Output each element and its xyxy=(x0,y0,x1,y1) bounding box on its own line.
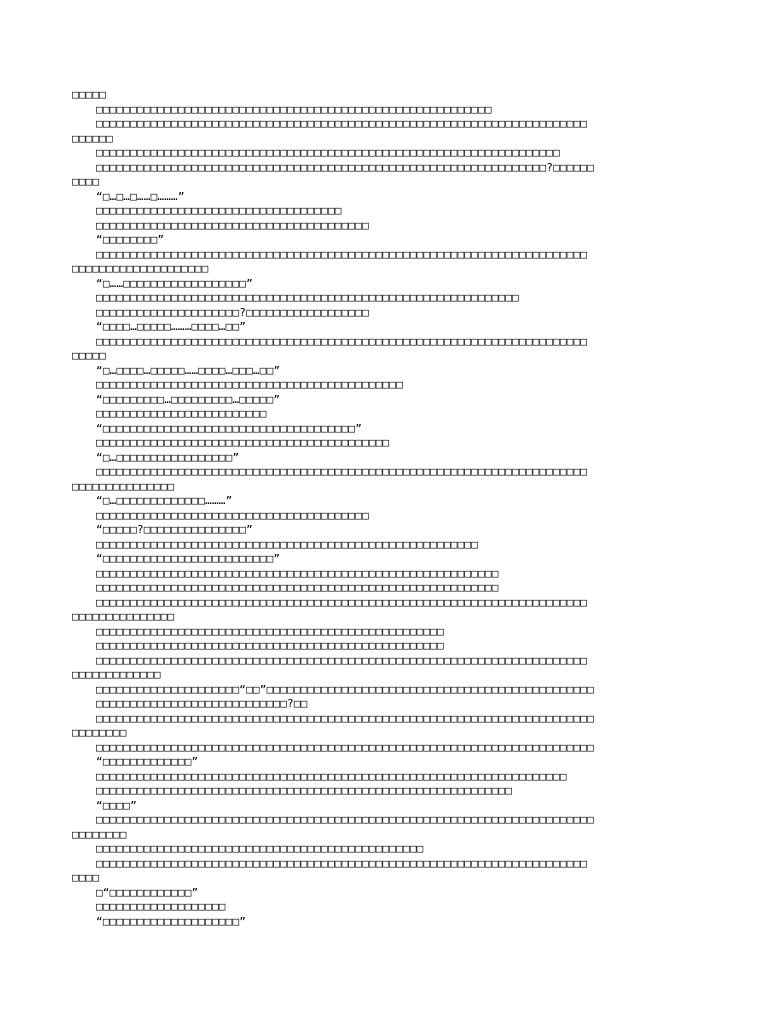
text-line: □□□□□□□□□□□□□□□□□□□□□□□□□□□□?□□ xyxy=(96,697,308,710)
text-line: □□□□□□□□□□□□□□□□□□□□□□□□□□□□□□□□□□□□□□□□□□□□□□□□□□□□□□□□□□□□□□□□□□□□□□□□ xyxy=(96,465,588,478)
text-line: □□□□□□□□□□□□□□□□□□□□□□□□□□□□□□□□□□□□□□□□□□□□□□□□ xyxy=(96,842,424,855)
text-line: “□□□□□□□□□□□□□” xyxy=(96,755,199,768)
text-line: □□□□□□□□□□□□□□□□□□□□□□□□□□□□□□□□□□□□□□□□□□□□□□□□□□□□□□□□□□□ xyxy=(96,581,499,594)
text-line: “□□□□…□□□□□………□□□□…□□” xyxy=(96,320,247,333)
text-line: □□□□□□□□□□□□□□□□□□□□□□□□□□□□□□□□□□□□□□□□□□□□□□□□□□□□□□□□□□□□□□ xyxy=(96,291,519,304)
text-line: □□□□□□□□□□□□□□□□□□□□□□□□□□□□□□□□□□□□□□□□□□□□□□□□□□□□□□□□□□ xyxy=(96,102,492,116)
text-line: □□□□□□□□□□□□□□□□□□□□□?□□□□□□□□□□□□□□□□□□ xyxy=(96,305,369,319)
text-line: □□□□□□□□□□□□□□□□□□□□□□□□□□□□□□□□□□□□□□□□□□□□□□□□□□□□□□□□□□□□□□□□□□□□□ xyxy=(96,769,567,783)
text-line: “□□□□□□□□□□□□□□□□□□□□□□□□□” xyxy=(96,552,281,565)
text-line: “□…□…□……□………” xyxy=(96,189,185,203)
text-line: “□□□□□□□□” xyxy=(96,233,165,246)
text-line: “□…□□□□□□□□□□□□□………” xyxy=(96,494,233,507)
text-line: □□□□□□□□ xyxy=(72,726,127,739)
text-line: □□□□□□□□□□□□□□□□□□□□□□□□□□□□□□□□□□□□□□□□□□□□□□□□□□□□□□□□□□□□□□□□□□□□□□□□ xyxy=(96,117,588,130)
text-line: □□□□□□□□□□□□□□□□□□□□□□□□□ xyxy=(96,407,267,420)
text-line: “□…□□□□…□□□□□……□□□□…□□□…□□” xyxy=(96,363,281,377)
text-line: □□□□□ xyxy=(72,349,107,362)
text-line: □□□□□□□□□□□□□□□□□□□□□“□□”□□□□□□□□□□□□□□□□□□□□□□□□□□□□□□□□□□□□□□□□□□□□□□□□ xyxy=(96,682,595,696)
text-line: □□□□□□□□□□□□□□□□□□□□□□□□□□□□□□□□□□□□□□□□□□□□□□□□□□□□□□□□□□□□□ xyxy=(96,784,513,797)
text-line: “□□□□□□□□□□□□□□□□□□□□” xyxy=(96,914,247,928)
text-line: □□□□□□□□□□□□□□□□□□□□□□□□□□□□□□□□□□□□□□□□□□□□□□□□□□□□□□□□□□□□□□□□□□?□□□□□□ xyxy=(96,160,595,174)
text-line: □□□□□ xyxy=(72,88,107,101)
text-line: □□□□□□□□□□□□□□□□□□□□□□□□□□□□□□□□□□□□□□□□□□□□□□□□□□□ xyxy=(96,639,444,652)
text-line: “□□□□□?□□□□□□□□□□□□□□□” xyxy=(96,523,253,536)
text-line: “□…□□□□□□□□□□□□□□□□□” xyxy=(96,450,240,464)
text-line: □□□□□□□□□□□□□□□□□□□□□□□□□□□□□□□□□□□□□□□□□□□□□□□□□□□□□□□□□□□ xyxy=(96,566,499,580)
text-line: □□□□□□□□□□□□□□□□□□□□□□□□□□□□□□□□□□□□□□□□□□□□□□□□□□□□□□□□□□□□□□□□□□□□□□□□ xyxy=(96,247,588,261)
text-line: □□□□□□□□□□□□□□□□□□□□□□□□□□□□□□□□□□□□□□□□□□□□□□□□□□□ xyxy=(96,624,444,638)
text-line: □□□□□□□□□□□□□□□ xyxy=(72,479,175,493)
text-line: □□□□□□□□□□□□□ xyxy=(72,668,161,681)
text-line: □□□□□□□□□□□□□□□□□□□□□□□□□□□□□□□□□□□□□□□□□□□□□□□□□□□□□□□□□□□□□□□□□□□□□□□□ xyxy=(96,334,588,348)
text-line: □□□□□□□□□□□□□□□□□□□□ xyxy=(72,262,209,275)
text-line: □“□□□□□□□□□□□□” xyxy=(96,885,199,899)
text-line: □□□□□□□□□□□□□□□□□□□□□□□□□□□□□□□□□□□□□□□□□□□□□□□□□□□□□□□□□□□□□□□□□□□□□□□□□ xyxy=(96,813,595,826)
text-line: □□□□ xyxy=(72,871,100,884)
text-line: □□□□□□□□ xyxy=(72,827,127,841)
text-line: “□……□□□□□□□□□□□□□□□□□□” xyxy=(96,276,253,290)
text-line: □□□□□□□□□□□□□□□□□□□□□□□□□□□□□□□□□□□□ xyxy=(96,204,342,217)
text-line: □□□□□□□□□□□□□□□□□□□□□□□□□□□□□□□□□□□□□□□□□□□□□ xyxy=(96,378,404,391)
text-line: □□□□□□□□□□□□□□□□□□□□□□□□□□□□□□□□□□□□□□□□□□□□□□□□□□□□□□□□□□□□□□□□□□□□□□□□ xyxy=(96,653,588,667)
text-line: □□□□□□□□□□□□□□□ xyxy=(72,610,175,623)
text-line: □□□□□□□□□□□□□□□□□□□□□□□□□□□□□□□□□□□□□□□□□□□□□□□□□□□□□□□□□□□□□□□□□□□□ xyxy=(96,146,560,159)
text-line: □□□□□□□□□□□□□□□□□□□□□□□□□□□□□□□□□□□□□□□□ xyxy=(96,508,369,522)
text-line: □□□□□□□□□□□□□□□□□□□□□□□□□□□□□□□□□□□□□□□□□□□□□□□□□□□□□□□□□□□□□□□□□□□□□□□□ xyxy=(96,856,588,870)
text-line: □□□□□□□□□□□□□□□□□□□□□□□□□□□□□□□□□□□□□□□□ xyxy=(96,218,369,232)
text-line: □□□□□□ xyxy=(72,131,113,145)
text-line: □□□□□□□□□□□□□□□□□□□ xyxy=(96,900,226,913)
text-line: □□□□□□□□□□□□□□□□□□□□□□□□□□□□□□□□□□□□□□□□□□□□□□□□□□□□□□□□□□□□□□□□□□□□□□□□□ xyxy=(96,740,595,754)
text-line: □□□□□□□□□□□□□□□□□□□□□□□□□□□□□□□□□□□□□□□□□□□□□□□□□□□□□□□□ xyxy=(96,537,479,551)
text-line: “□□□□□□□□□…□□□□□□□□□…□□□□□” xyxy=(96,392,281,406)
text-line: □□□□ xyxy=(72,175,100,188)
document-body xyxy=(72,88,702,929)
text-line: “□□□□” xyxy=(96,798,137,812)
text-line: □□□□□□□□□□□□□□□□□□□□□□□□□□□□□□□□□□□□□□□□□□□□□□□□□□□□□□□□□□□□□□□□□□□□□□□□□ xyxy=(96,711,595,725)
text-line: □□□□□□□□□□□□□□□□□□□□□□□□□□□□□□□□□□□□□□□□□□□□□□□□□□□□□□□□□□□□□□□□□□□□□□□□ xyxy=(96,595,588,609)
text-line: □□□□□□□□□□□□□□□□□□□□□□□□□□□□□□□□□□□□□□□□□□□ xyxy=(96,436,390,449)
text-line: “□□□□□□□□□□□□□□□□□□□□□□□□□□□□□□□□□□□□□” xyxy=(96,421,363,435)
